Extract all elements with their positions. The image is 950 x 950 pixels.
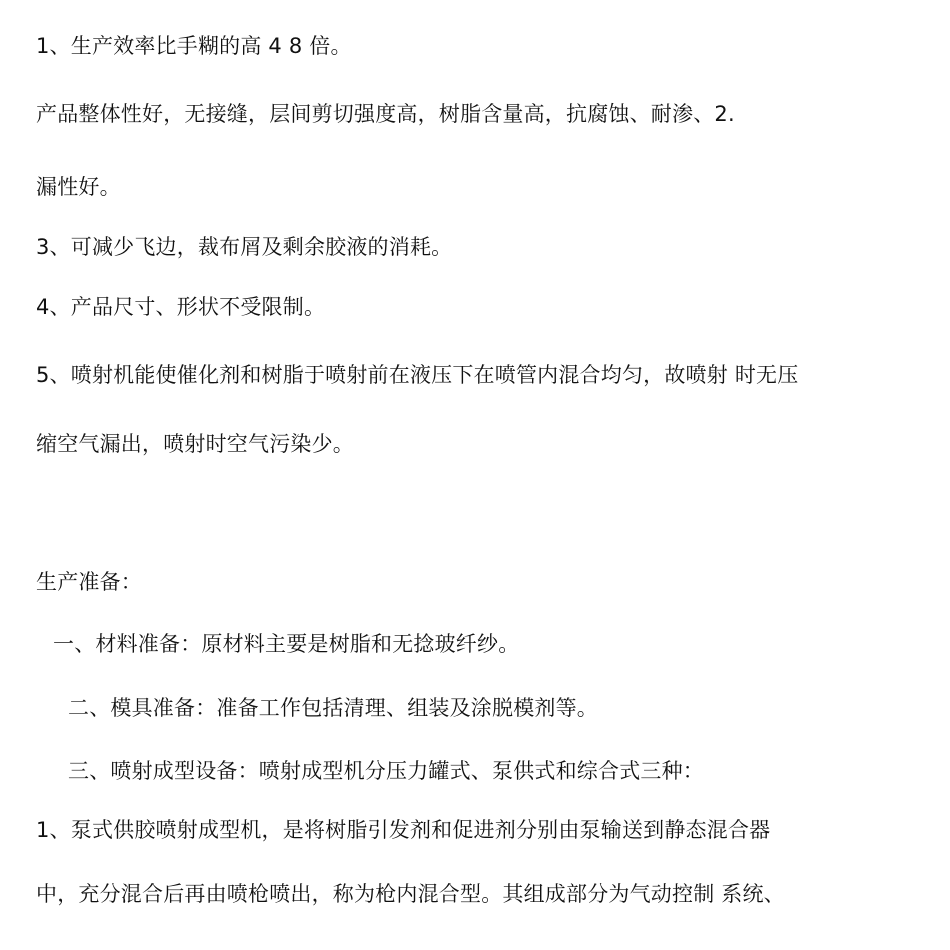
prep-item-3: 三、喷射成型设备：喷射成型机分压力罐式、泵供式和综合式三种： [68,759,704,783]
advantage-1: 1、生产效率比手糊的高 4 8 倍。 [36,34,352,58]
prep-item-1: 一、材料准备：原材料主要是树脂和无捻玻纤纱。 [53,632,520,656]
equipment-1-line-1: 1、泵式供胶喷射成型机，是将树脂引发剂和促进剂分别由泵输送到静态混合器 [36,818,771,842]
equipment-1-line-2: 中，充分混合后再由喷枪喷出，称为枪内混合型。其组成部分为气动控制 系统、 [36,882,785,906]
advantage-2-line-1: 产品整体性好，无接缝，层间剪切强度高，树脂含量高，抗腐蚀、耐渗、2. [36,102,735,126]
advantage-5-line-2: 缩空气漏出，喷射时空气污染少。 [36,432,354,456]
advantage-2-line-2: 漏性好。 [36,175,121,199]
advantage-3: 3、可减少飞边，裁布屑及剩余胶液的消耗。 [36,235,453,259]
section-heading: 生产准备： [36,570,142,594]
prep-item-2: 二、模具准备：准备工作包括清理、组装及涂脱模剂等。 [68,696,598,720]
advantage-4: 4、产品尺寸、形状不受限制。 [36,295,326,319]
advantage-5-line-1: 5、喷射机能使催化剂和树脂于喷射前在液压下在喷管内混合均匀，故喷射 时无压 [36,363,799,387]
